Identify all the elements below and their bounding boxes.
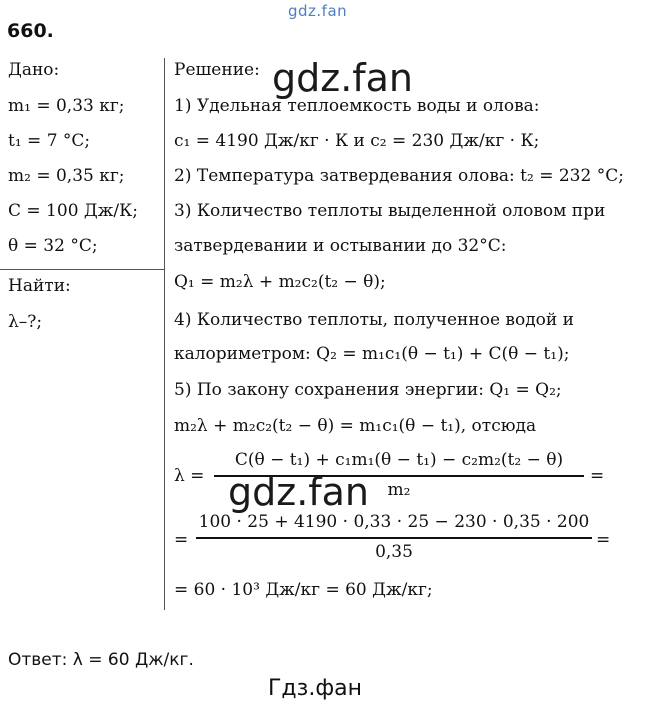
result-line: = 60 · 10³ Дж/кг = 60 Дж/кг;: [174, 580, 433, 600]
solution-title: Решение:: [174, 60, 260, 80]
solution-line-9: 5) По закону сохранения энергии: Q₁ = Q₂;: [174, 380, 562, 400]
solution-line-2: c₁ = 4190 Дж/кг · К и c₂ = 230 Дж/кг · К;: [174, 131, 540, 151]
solution-line-5: затвердевании и остывании до 32°C:: [174, 236, 507, 256]
footer-watermark: Гдз.фан: [268, 676, 362, 701]
solution-line-10: m₂λ + m₂c₂(t₂ − θ) = m₁c₁(θ − t₁), отсюда: [174, 416, 537, 436]
formula1-numerator: C(θ − t₁) + c₁m₁(θ − t₁) − c₂m₂(t₂ − θ): [234, 450, 564, 470]
solution-line-7: 4) Количество теплоты, полученное водой и: [174, 310, 574, 330]
given-temp-1: t₁ = 7 °C;: [8, 131, 91, 151]
watermark-mid-1: gdz.fan: [272, 56, 414, 100]
watermark-top: gdz.fan: [288, 2, 348, 20]
formula2-denominator: 0,35: [375, 542, 413, 562]
solution-line-4: 3) Количество теплоты выделенной оловом при: [174, 201, 606, 221]
formula2-numerator: 100 · 25 + 4190 · 0,33 · 25 − 230 · 0,35 · 200: [198, 512, 590, 532]
given-mass-1: m₁ = 0,33 кг;: [8, 96, 125, 116]
given-theta: θ = 32 °C;: [8, 236, 98, 256]
formula2-fraction: [196, 512, 592, 568]
given-divider: [0, 269, 165, 270]
formula2-rhs: =: [596, 530, 611, 550]
solution-line-6: Q₁ = m₂λ + m₂c₂(t₂ − θ);: [174, 272, 386, 292]
formula2-lhs: =: [174, 530, 189, 550]
given-mass-2: m₂ = 0,35 кг;: [8, 166, 125, 186]
formula1-lhs: λ =: [174, 466, 205, 486]
solution-line-3: 2) Температура затвердевания олова: t₂ = 232 °C;: [174, 166, 624, 186]
formula2-bar: [196, 537, 592, 539]
find-title: Найти:: [8, 276, 71, 296]
watermark-mid-2: gdz.fan: [228, 470, 370, 514]
problem-number: 660.: [7, 20, 54, 42]
formula1-denominator: m₂: [387, 480, 411, 500]
column-divider: [164, 58, 165, 610]
formula1-rhs: =: [590, 466, 605, 486]
answer: Ответ: λ = 60 Дж/кг.: [8, 650, 194, 670]
find-value: λ–?;: [8, 312, 43, 332]
solution-line-1: 1) Удельная теплоемкость воды и олова:: [174, 96, 540, 116]
given-title: Дано:: [8, 60, 60, 80]
solution-line-8: калориметром: Q₂ = m₁c₁(θ − t₁) + C(θ − t₁);: [174, 344, 570, 364]
given-heat-capacity: C = 100 Дж/К;: [8, 201, 138, 221]
